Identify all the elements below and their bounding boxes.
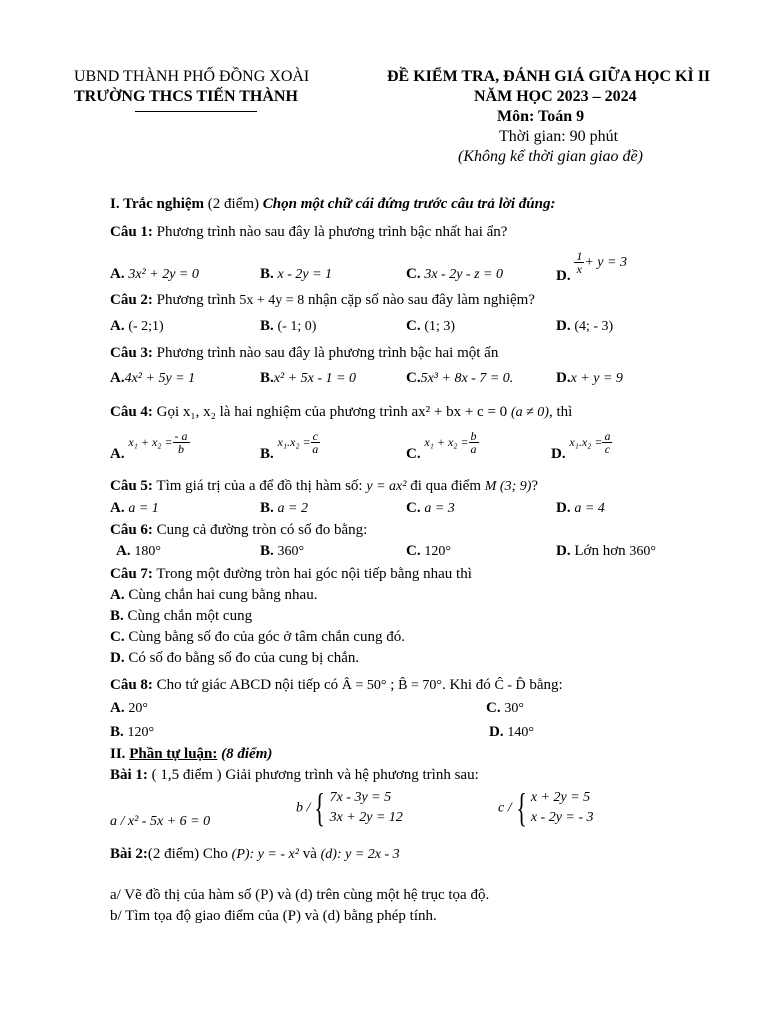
header-underline xyxy=(135,111,257,112)
bai-1: Bài 1: ( 1,5 điểm ) Giải phương trình và hệ phương trình sau: xyxy=(110,767,479,783)
q2-option-d: D. (4; - 3) xyxy=(556,318,614,334)
school-year: NĂM HỌC 2023 – 2024 xyxy=(474,88,637,105)
question-7: Câu 7: Trong một đường tròn hai góc nội tiếp bằng nhau thì xyxy=(110,566,472,582)
q2-option-c: C. (1; 3) xyxy=(406,318,456,334)
q3-option-d: D.x + y = 9 xyxy=(556,370,623,386)
q4-option-a: A. x₁ + x₂ = $\frac{- a}{b}$ xyxy=(110,429,188,462)
q6-option-c: C. 120° xyxy=(406,543,451,559)
question-3: Câu 3: Phương trình nào sau đây là phương trình bậc hai một ẩn xyxy=(110,345,499,361)
q8-option-d: D. 140° xyxy=(489,724,534,740)
q7-option-a: A. Cùng chắn hai cung bằng nhau. xyxy=(110,587,318,603)
q6-option-d: D. Lớn hơn 360° xyxy=(556,543,656,559)
bai2-part-a: a/ Vẽ đồ thị của hàm số (P) và (d) trên cùng một hệ trục tọa độ. xyxy=(110,887,490,903)
question-8: Câu 8: Cho tứ giác ABCD nội tiếp có Â = 50° ; B̂ = 70°. Khi đó Ĉ - D̂ bằng: xyxy=(110,677,563,693)
q4-option-b: B. x₁.x₂ = $\frac{c}{a}$ xyxy=(260,429,319,462)
section2-heading: II. Phần tự luận: (8 điểm) xyxy=(110,746,273,762)
duration: Thời gian: 90 phút xyxy=(499,128,619,145)
q7-option-c: C. Cùng bằng số đo của góc ở tâm chắn cung đó. xyxy=(110,629,405,645)
q2-option-a: A. (- 2;1) xyxy=(110,318,164,334)
q1-option-c: C. 3x - 2y - z = 0 xyxy=(406,266,503,282)
q4-option-d: D. x₁.x₂ = $\frac{a}{c}$ xyxy=(551,429,611,462)
school-name: TRƯỜNG THCS TIẾN THÀNH xyxy=(74,88,298,105)
q1-option-d: D. $\frac{1}{x}$ + y = 3 xyxy=(556,249,627,284)
question-1: Câu 1: Phương trình nào sau đây là phương trình bậc nhất hai ẩn? xyxy=(110,224,508,240)
q3-option-b: B.x² + 5x - 1 = 0 xyxy=(260,370,356,386)
question-2: Câu 2: Phương trình 5x + 4y = 8 nhận cặp số nào sau đây làm nghiệm? xyxy=(110,292,535,308)
q7-option-d: D. Có số đo bằng số đo của cung bị chắn. xyxy=(110,650,360,666)
q8-option-c: C. 30° xyxy=(486,700,524,716)
exam-title: ĐỀ KIỂM TRA, ĐÁNH GIÁ GIỮA HỌC KÌ II xyxy=(387,68,711,85)
question-6: Câu 6: Cung cả đường tròn có số đo bằng: xyxy=(110,522,368,538)
section1-heading: I. Trắc nghiệm (2 điểm) Chọn một chữ cái đứng trước câu trả lời đúng: xyxy=(110,196,556,212)
subject: Môn: Toán 9 xyxy=(497,108,585,125)
duration-note: (Không kể thời gian giao đề) xyxy=(458,148,643,165)
question-5: Câu 5: Tìm giá trị của a để đồ thị hàm số: y = ax² đi qua điểm M (3; 9)? xyxy=(110,478,539,494)
question-4: Câu 4: Gọi x₁, x₂ là hai nghiệm của phương trình ax² + bx + c = 0 (a ≠ 0), thì xyxy=(110,404,573,420)
q5-option-c: C. a = 3 xyxy=(406,500,455,516)
q6-option-b: B. 360° xyxy=(260,543,305,559)
bai1-part-c: c / { x + 2y = 5 x - 2y = - 3 xyxy=(498,785,594,830)
bai2-part-b: b/ Tìm tọa độ giao điểm của (P) và (d) bằng phép tính. xyxy=(110,908,437,924)
q5-option-d: D. a = 4 xyxy=(556,500,605,516)
bai1-part-a: a / x² - 5x + 6 = 0 xyxy=(110,814,211,829)
school-district: UBND THÀNH PHỐ ĐỒNG XOÀI xyxy=(74,68,310,85)
q8-option-b: B. 120° xyxy=(110,724,155,740)
q3-option-a: A.4x² + 5y = 1 xyxy=(110,370,196,386)
q6-option-a: A. 180° xyxy=(116,543,161,559)
q5-option-a: A. a = 1 xyxy=(110,500,159,516)
q3-option-c: C.5x³ + 8x - 7 = 0. xyxy=(406,370,514,386)
q5-option-b: B. a = 2 xyxy=(260,500,308,516)
bai-2: Bài 2:(2 điểm) Cho (P): y = - x² và (d): y = 2x - 3 xyxy=(110,846,400,862)
q7-option-b: B. Cùng chắn một cung xyxy=(110,608,253,624)
q2-option-b: B. (- 1; 0) xyxy=(260,318,317,334)
q4-option-c: C. x₁ + x₂ = $\frac{b}{a}$ xyxy=(406,429,477,462)
q1-option-b: B. x - 2y = 1 xyxy=(260,266,333,282)
q8-option-a: A. 20° xyxy=(110,700,148,716)
q1-option-a: A. 3x² + 2y = 0 xyxy=(110,266,199,282)
bai1-part-b: b / { 7x - 3y = 5 3x + 2y = 12 xyxy=(296,785,403,830)
